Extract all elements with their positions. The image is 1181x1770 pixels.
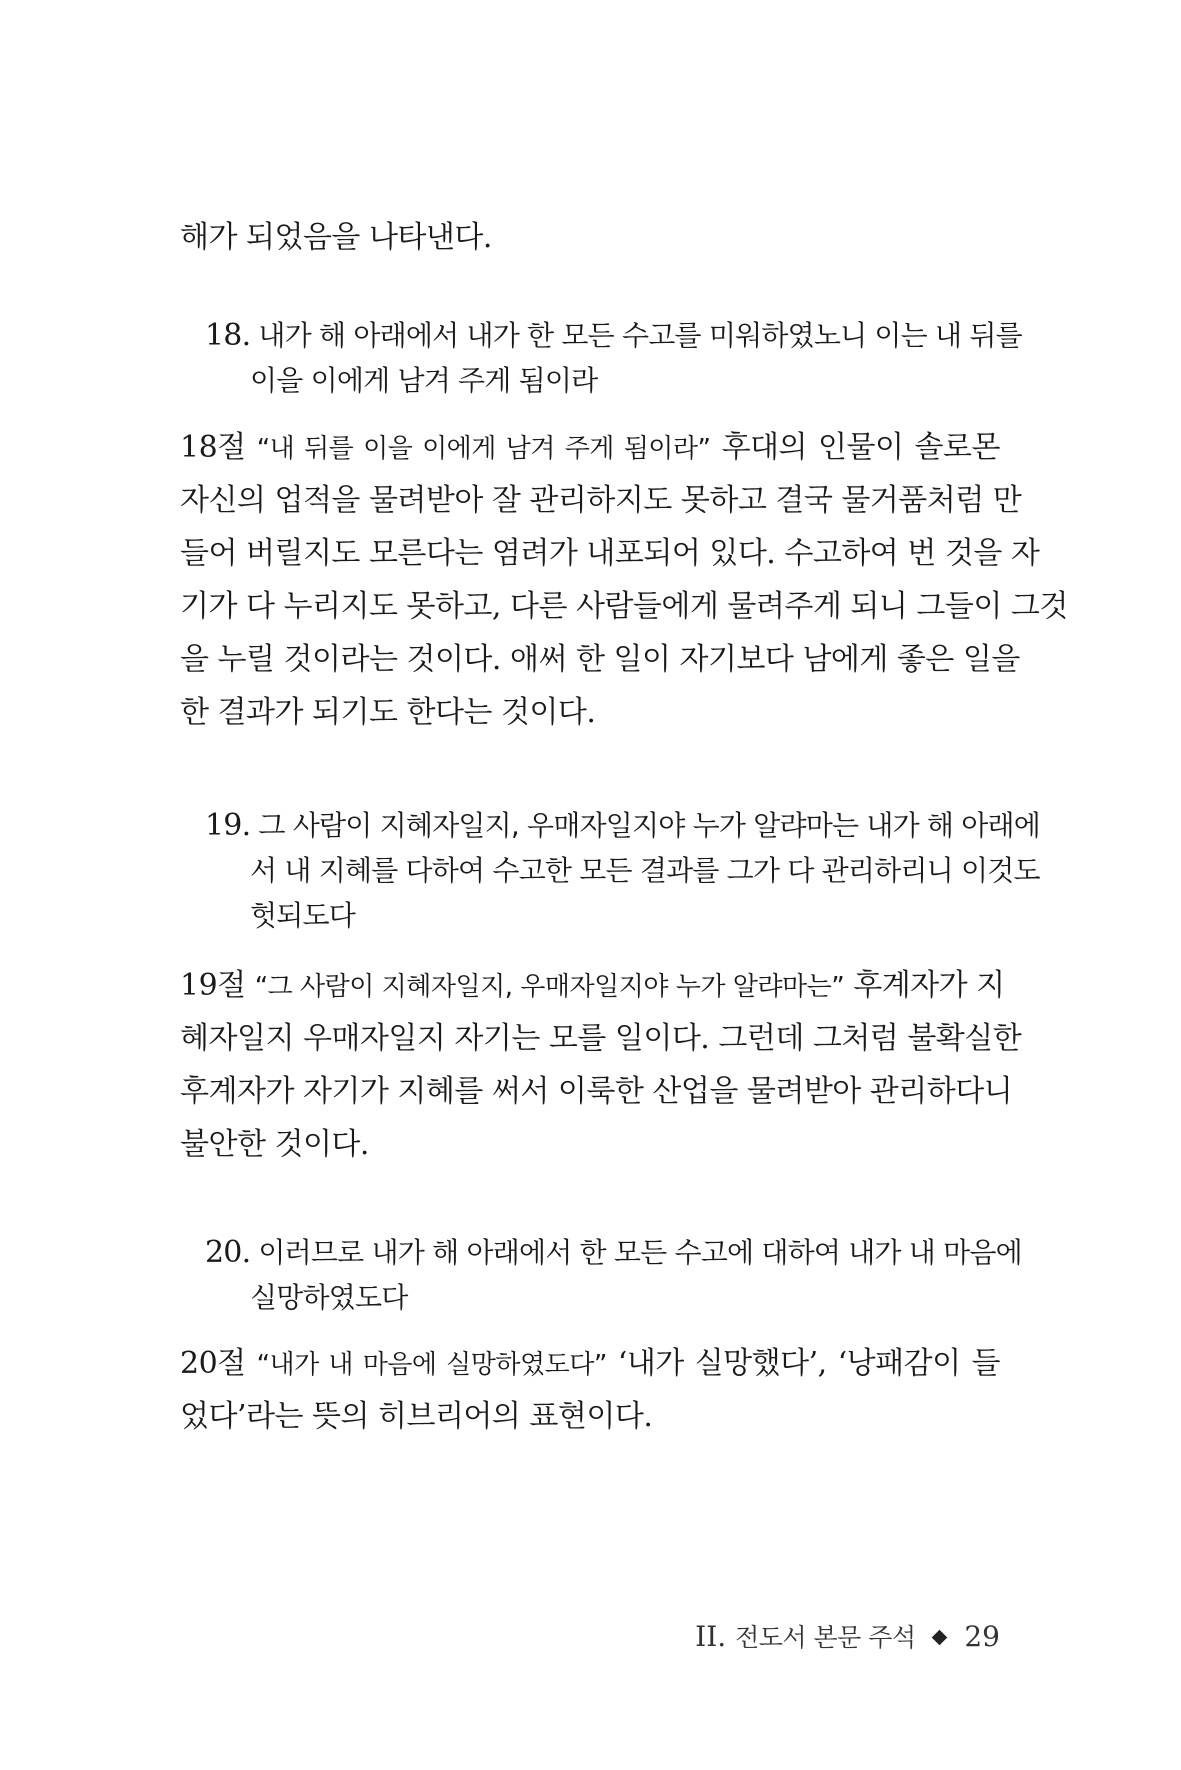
commentary-quote: “내 뒤를 이을 이에게 남겨 주게 됨이라” xyxy=(256,434,711,464)
commentary-19-line-1 xyxy=(180,968,1005,1005)
commentary-18-line: 기가 다 누리지도 못하고, 다른 사람들에게 물려주게 되니 그들이 그것 xyxy=(180,589,1068,624)
commentary-20-line-1 xyxy=(180,1346,1000,1383)
verse-heading-text: 내가 해 아래에서 내가 한 모든 수고를 미워하였노니 이는 내 뒤를 xyxy=(258,319,1022,352)
commentary-19-line: 혜자일지 우매자일지 자기는 모를 일이다. 그런데 그처럼 불확실한 xyxy=(180,1021,1022,1056)
commentary-label: 20절 xyxy=(180,1346,246,1381)
commentary-20-line: 었다’라는 뜻의 히브리어의 표현이다. xyxy=(180,1399,653,1434)
commentary-text: 후계자가 지 xyxy=(853,968,1005,1003)
commentary-19-line: 후계자가 자기가 지혜를 써서 이룩한 산업을 물려받아 관리하다니 xyxy=(180,1074,1013,1109)
commentary-18-line: 자신의 업적을 물려받아 잘 관리하지도 못하고 결국 물거품처럼 만 xyxy=(180,483,1022,518)
verse-heading-19-cont: 헛되도다 xyxy=(250,899,355,932)
verse-heading-18-cont: 이을 이에게 남겨 주게 됨이라 xyxy=(250,364,598,397)
commentary-quote: “그 사람이 지혜자일지, 우매자일지야 누가 알랴마는” xyxy=(254,972,845,1002)
commentary-18-line: 한 결과가 되기도 한다는 것이다. xyxy=(180,695,596,730)
commentary-18-line: 을 누릴 것이라는 것이다. 애써 한 일이 자기보다 남에게 좋은 일을 xyxy=(180,642,1020,677)
verse-number: 20. xyxy=(205,1235,251,1270)
commentary-18-line-1 xyxy=(180,430,1000,467)
commentary-label: 19절 xyxy=(180,968,246,1003)
verse-heading-18 xyxy=(205,318,1022,354)
footer-section-title: 전도서 본문 주석 xyxy=(735,1623,916,1652)
verse-heading-text: 그 사람이 지혜자일지, 우매자일지야 누가 알랴마는 내가 해 아래에 xyxy=(258,809,1041,842)
verse-heading-19 xyxy=(205,808,1041,844)
commentary-label: 18절 xyxy=(180,430,246,465)
diamond-icon xyxy=(932,1629,948,1645)
verse-heading-20 xyxy=(205,1235,1022,1271)
verse-heading-text: 이러므로 내가 해 아래에서 한 모든 수고에 대하여 내가 내 마음에 xyxy=(258,1236,1022,1269)
commentary-text: 후대의 인물이 솔로몬 xyxy=(721,430,1000,465)
verse-heading-20-cont: 실망하였도다 xyxy=(250,1281,408,1314)
page-footer xyxy=(695,1620,1000,1655)
commentary-19-line: 불안한 것이다. xyxy=(180,1127,369,1162)
verse-heading-19-cont: 서 내 지혜를 다하여 수고한 모든 결과를 그가 다 관리하리니 이것도 xyxy=(250,854,1040,887)
verse-number: 19. xyxy=(205,808,251,843)
continuation-line: 해가 되었음을 나타낸다. xyxy=(180,220,492,255)
commentary-18-line: 들어 버릴지도 모른다는 염려가 내포되어 있다. 수고하여 번 것을 자 xyxy=(180,536,1040,571)
commentary-quote: “내가 내 마음에 실망하였도다” xyxy=(256,1350,607,1380)
footer-section-number: II. xyxy=(695,1620,727,1653)
commentary-text: ‘내가 실망했다’, ‘낭패감이 들 xyxy=(617,1346,1000,1381)
page-number: 29 xyxy=(964,1620,1000,1653)
verse-number: 18. xyxy=(205,318,251,353)
